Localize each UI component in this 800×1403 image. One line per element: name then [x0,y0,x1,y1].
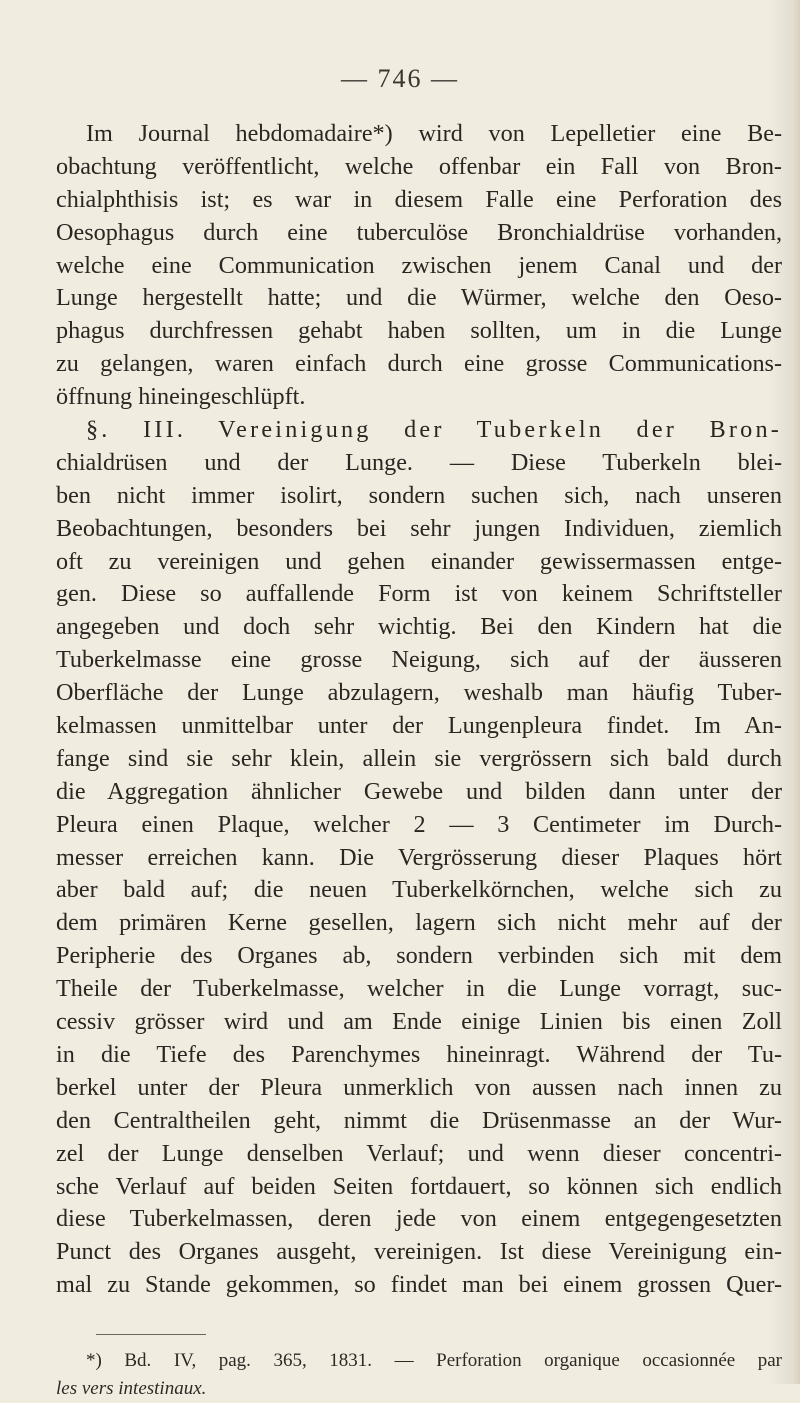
footnote-line: les vers intestinaux. [56,1378,207,1399]
text-line: Beobachtungen, besonders bei sehr jungen Individuen, ziemlich [56,514,782,542]
text-line: welche eine Communication zwischen jenem Canal und der [56,251,782,279]
text-line: oft zu vereinigen und gehen einander gewissermassen entge- [56,547,782,575]
text-line: chialdrüsen und der Lunge. — Diese Tuberkeln blei- [56,448,782,476]
text-line: zel der Lunge denselben Verlauf; und wenn dieser concentri- [56,1139,782,1167]
text-line: angegeben und doch sehr wichtig. Bei den Kindern hat die [56,613,782,641]
text-line: cessiv grösser wird und am Ende einige Linien bis einen Zoll [56,1008,782,1036]
text-line: sche Verlauf auf beiden Seiten fortdauert, so können sich endlich [56,1172,782,1200]
text-line: Theile der Tuberkelmasse, welcher in die Lunge vorragt, suc- [56,975,782,1003]
text-line: den Centraltheilen geht, nimmt die Drüsenmasse an der Wur- [56,1106,782,1134]
footnote-divider [96,1334,206,1335]
text-line: berkel unter der Pleura unmerklich von aussen nach innen zu [56,1073,782,1101]
text-line: Peripherie des Organes ab, sondern verbinden sich mit dem [56,942,782,970]
footnote-line: *) Bd. IV, pag. 365, 1831. — Perforation organique occasionnée par [86,1350,782,1371]
text-line: fange sind sie sehr klein, allein sie vergrössern sich bald durch [56,744,782,772]
text-line: Oesophagus durch eine tuberculöse Bronchialdrüse vorhanden, [56,218,782,246]
text-line: kelmassen unmittelbar unter der Lungenpleura findet. Im An- [56,712,782,740]
text-line: öffnung hineingeschlüpft. [56,383,306,411]
text-line: dem primären Kerne gesellen, lagern sich nicht mehr auf der [56,909,782,937]
text-line: in die Tiefe des Parenchymes hineinragt. Während der Tu- [56,1040,782,1068]
text-line: Im Journal hebdomadaire*) wird von Lepelletier eine Be- [86,120,782,147]
text-line: Oberfläche der Lunge abzulagern, weshalb man häufig Tuber- [56,679,782,707]
page-edge-shadow [792,0,800,1384]
text-line: Pleura einen Plaque, welcher 2 — 3 Centimeter im Durch- [56,810,782,838]
text-line: phagus durchfressen gehabt haben sollten, um in die Lunge [56,317,782,345]
text-line: messer erreichen kann. Die Vergrösserung dieser Plaques hört [56,843,782,871]
text-line: Lunge hergestellt hatte; und die Würmer, welche den Oeso- [56,284,782,312]
text-line: diese Tuberkelmassen, deren jede von einem entgegengesetzten [56,1205,782,1233]
text-line: mal zu Stande gekommen, so findet man bei einem grossen Quer- [56,1271,782,1299]
text-line: chialphthisis ist; es war in diesem Falle eine Perforation des [56,185,782,213]
text-line: gen. Diese so auffallende Form ist von keinem Schriftsteller [56,580,782,608]
text-line: Punct des Organes ausgeht, vereinigen. Ist diese Vereinigung ein- [56,1238,782,1266]
text-line: Tuberkelmasse eine grosse Neigung, sich auf der äusseren [56,646,782,674]
body-text [56,118,782,1302]
text-line: zu gelangen, waren einfach durch eine grosse Communications- [56,350,782,378]
section-heading: §. III. Vereinigung der Tuberkeln der Bron- [86,416,782,444]
text-line: ben nicht immer isolirt, sondern suchen sich, nach unseren [56,481,782,509]
text-line: aber bald auf; die neuen Tuberkelkörnchen, welche sich zu [56,876,782,904]
text-line: die Aggregation ähnlicher Gewebe und bilden dann unter der [56,777,782,805]
page-number: — 746 — [341,64,459,93]
footnote [56,1347,782,1403]
text-line: obachtung veröffentlicht, welche offenbar ein Fall von Bron- [56,152,782,180]
